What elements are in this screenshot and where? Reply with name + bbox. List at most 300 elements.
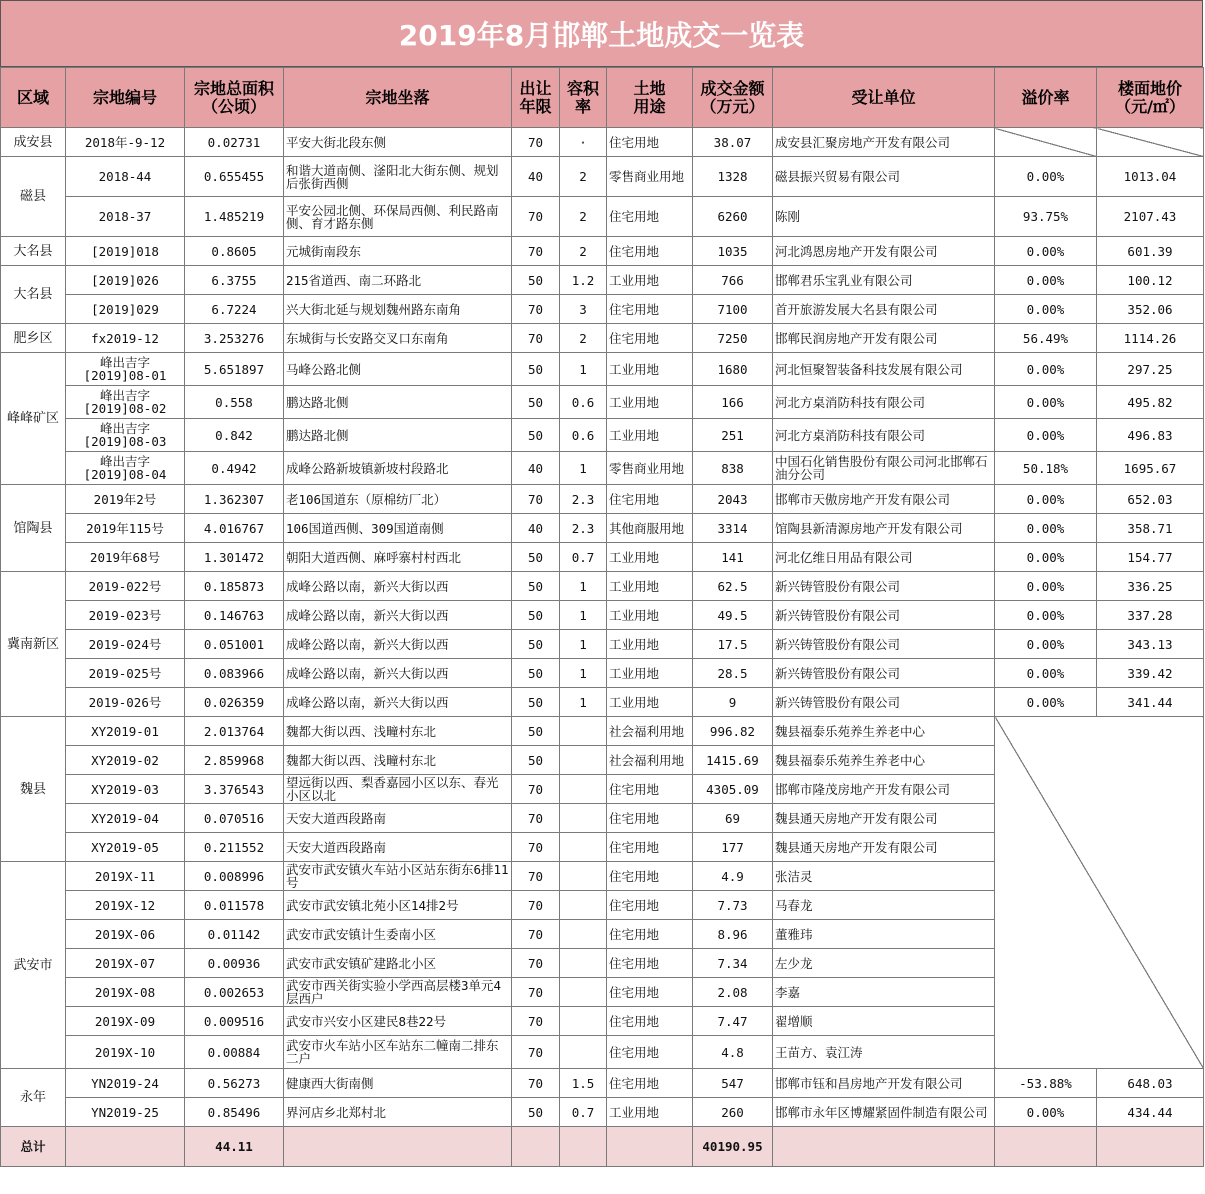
far-cell bbox=[560, 833, 607, 862]
total-empty bbox=[560, 1127, 607, 1167]
amount-cell: 2.08 bbox=[693, 978, 773, 1007]
amount-cell: 166 bbox=[693, 386, 773, 419]
far-cell: 3 bbox=[560, 295, 607, 324]
premium-cell: 0.00% bbox=[995, 601, 1097, 630]
area-cell: 0.8605 bbox=[185, 237, 284, 266]
buyer-cell: 邯郸市隆茂房地产开发有限公司 bbox=[773, 775, 995, 804]
parcel-id-cell: 2018-37 bbox=[66, 197, 185, 237]
premium-cell: 0.00% bbox=[995, 543, 1097, 572]
region-cell: 磁县 bbox=[1, 157, 66, 237]
far-cell: 2.3 bbox=[560, 485, 607, 514]
far-cell: 2 bbox=[560, 157, 607, 197]
floor-price-cell: 154.77 bbox=[1097, 543, 1204, 572]
table-row bbox=[1, 386, 1204, 419]
buyer-cell: 磁县振兴贸易有限公司 bbox=[773, 157, 995, 197]
amount-cell: 1328 bbox=[693, 157, 773, 197]
header-location: 宗地坐落 bbox=[284, 68, 512, 128]
term-cell: 50 bbox=[512, 419, 560, 452]
use-cell: 住宅用地 bbox=[607, 862, 693, 891]
parcel-id-cell: XY2019-02 bbox=[66, 746, 185, 775]
buyer-cell: 翟增顺 bbox=[773, 1007, 995, 1036]
floor-price-cell: 434.44 bbox=[1097, 1098, 1204, 1127]
location-cell: 天安大道西段路南 bbox=[284, 804, 512, 833]
far-cell: 1 bbox=[560, 572, 607, 601]
term-cell: 50 bbox=[512, 353, 560, 386]
term-cell: 70 bbox=[512, 920, 560, 949]
header-term: 出让 年限 bbox=[512, 68, 560, 128]
region-cell: 肥乡区 bbox=[1, 324, 66, 353]
buyer-cell: 魏县福泰乐苑养生养老中心 bbox=[773, 746, 995, 775]
term-cell: 50 bbox=[512, 1098, 560, 1127]
term-cell: 70 bbox=[512, 862, 560, 891]
premium-cell: 0.00% bbox=[995, 659, 1097, 688]
amount-cell: 9 bbox=[693, 688, 773, 717]
buyer-cell: 河北方桌消防科技有限公司 bbox=[773, 386, 995, 419]
table-row bbox=[1, 514, 1204, 543]
header-floor-price: 楼面地价 （元/㎡） bbox=[1097, 68, 1204, 128]
term-cell: 70 bbox=[512, 485, 560, 514]
term-cell: 50 bbox=[512, 543, 560, 572]
area-cell: 0.083966 bbox=[185, 659, 284, 688]
location-cell: 界河店乡北郑村北 bbox=[284, 1098, 512, 1127]
parcel-id-cell: 2019X-08 bbox=[66, 978, 185, 1007]
area-cell: 0.008996 bbox=[185, 862, 284, 891]
premium-cell bbox=[995, 128, 1097, 157]
buyer-cell: 河北恒聚智装备科技发展有限公司 bbox=[773, 353, 995, 386]
location-cell: 和谐大道南侧、滏阳北大街东侧、规划后张街西侧 bbox=[284, 157, 512, 197]
far-cell: 1 bbox=[560, 353, 607, 386]
header-premium: 溢价率 bbox=[995, 68, 1097, 128]
location-cell: 健康西大街南侧 bbox=[284, 1069, 512, 1098]
floor-price-cell: 358.71 bbox=[1097, 514, 1204, 543]
area-cell: 0.011578 bbox=[185, 891, 284, 920]
buyer-cell: 邯郸市永年区博耀紧固件制造有限公司 bbox=[773, 1098, 995, 1127]
floor-price-cell: 336.25 bbox=[1097, 572, 1204, 601]
far-cell: 1 bbox=[560, 630, 607, 659]
parcel-id-cell: 2019-026号 bbox=[66, 688, 185, 717]
floor-price-cell: 496.83 bbox=[1097, 419, 1204, 452]
location-cell: 成峰公路以南，新兴大街以西 bbox=[284, 630, 512, 659]
floor-price-cell: 343.13 bbox=[1097, 630, 1204, 659]
use-cell: 工业用地 bbox=[607, 353, 693, 386]
area-cell: 0.026359 bbox=[185, 688, 284, 717]
far-cell: 0.6 bbox=[560, 386, 607, 419]
far-cell: 2 bbox=[560, 324, 607, 353]
premium-empty-cell bbox=[995, 717, 1204, 1069]
table-row bbox=[1, 485, 1204, 514]
far-cell bbox=[560, 804, 607, 833]
location-cell: 朝阳大道西侧、麻呼寨村村西北 bbox=[284, 543, 512, 572]
header-area: 宗地总面积 （公顷） bbox=[185, 68, 284, 128]
term-cell: 70 bbox=[512, 1007, 560, 1036]
table-title: 2019年8月邯郸土地成交一览表 bbox=[0, 0, 1203, 67]
location-cell: 平安公园北侧、环保局西侧、利民路南侧、育才路东侧 bbox=[284, 197, 512, 237]
area-cell: 0.56273 bbox=[185, 1069, 284, 1098]
area-cell: 0.558 bbox=[185, 386, 284, 419]
use-cell: 工业用地 bbox=[607, 386, 693, 419]
far-cell bbox=[560, 920, 607, 949]
amount-cell: 28.5 bbox=[693, 659, 773, 688]
term-cell: 70 bbox=[512, 128, 560, 157]
term-cell: 70 bbox=[512, 949, 560, 978]
location-cell: 鹏达路北侧 bbox=[284, 386, 512, 419]
location-cell: 老106国道东（原棉纺厂北） bbox=[284, 485, 512, 514]
location-cell: 武安市武安镇火车站小区站东街东6排11号 bbox=[284, 862, 512, 891]
buyer-cell: 左少龙 bbox=[773, 949, 995, 978]
amount-cell: 3314 bbox=[693, 514, 773, 543]
premium-cell: 0.00% bbox=[995, 266, 1097, 295]
use-cell: 工业用地 bbox=[607, 659, 693, 688]
amount-cell: 177 bbox=[693, 833, 773, 862]
far-cell bbox=[560, 775, 607, 804]
region-cell: 大名县 bbox=[1, 237, 66, 266]
use-cell: 住宅用地 bbox=[607, 775, 693, 804]
premium-cell: 0.00% bbox=[995, 514, 1097, 543]
location-cell: 武安市兴安小区建民8巷22号 bbox=[284, 1007, 512, 1036]
floor-price-cell: 100.12 bbox=[1097, 266, 1204, 295]
buyer-cell: 陈刚 bbox=[773, 197, 995, 237]
far-cell bbox=[560, 949, 607, 978]
term-cell: 40 bbox=[512, 514, 560, 543]
total-empty bbox=[995, 1127, 1097, 1167]
floor-price-cell: 352.06 bbox=[1097, 295, 1204, 324]
premium-cell: 0.00% bbox=[995, 630, 1097, 659]
term-cell: 70 bbox=[512, 775, 560, 804]
parcel-id-cell: 峰出吉字[2019]08-02 bbox=[66, 386, 185, 419]
buyer-cell: 中国石化销售股份有限公司河北邯郸石油分公司 bbox=[773, 452, 995, 485]
area-cell: 2.013764 bbox=[185, 717, 284, 746]
floor-price-cell: 339.42 bbox=[1097, 659, 1204, 688]
header-region: 区域 bbox=[1, 68, 66, 128]
amount-cell: 141 bbox=[693, 543, 773, 572]
parcel-id-cell: [2019]029 bbox=[66, 295, 185, 324]
premium-cell: 0.00% bbox=[995, 688, 1097, 717]
amount-cell: 1415.69 bbox=[693, 746, 773, 775]
far-cell: 2.3 bbox=[560, 514, 607, 543]
total-area: 44.11 bbox=[185, 1127, 284, 1167]
area-cell: 3.376543 bbox=[185, 775, 284, 804]
use-cell: 工业用地 bbox=[607, 630, 693, 659]
use-cell: 住宅用地 bbox=[607, 804, 693, 833]
location-cell: 魏都大街以西、浅疃村东北 bbox=[284, 717, 512, 746]
buyer-cell: 魏县通天房地产开发有限公司 bbox=[773, 804, 995, 833]
use-cell: 社会福利用地 bbox=[607, 717, 693, 746]
buyer-cell: 新兴铸管股份有限公司 bbox=[773, 601, 995, 630]
region-cell: 冀南新区 bbox=[1, 572, 66, 717]
total-empty bbox=[66, 1127, 185, 1167]
use-cell: 住宅用地 bbox=[607, 324, 693, 353]
premium-cell: 0.00% bbox=[995, 295, 1097, 324]
amount-cell: 251 bbox=[693, 419, 773, 452]
buyer-cell: 首开旅游发展大名县有限公司 bbox=[773, 295, 995, 324]
use-cell: 住宅用地 bbox=[607, 920, 693, 949]
region-cell: 峰峰矿区 bbox=[1, 353, 66, 485]
parcel-id-cell: XY2019-01 bbox=[66, 717, 185, 746]
amount-cell: 62.5 bbox=[693, 572, 773, 601]
floor-price-cell: 337.28 bbox=[1097, 601, 1204, 630]
premium-cell: 50.18% bbox=[995, 452, 1097, 485]
far-cell bbox=[560, 891, 607, 920]
amount-cell: 766 bbox=[693, 266, 773, 295]
buyer-cell: 魏县福泰乐苑养生养老中心 bbox=[773, 717, 995, 746]
region-cell: 武安市 bbox=[1, 862, 66, 1069]
parcel-id-cell: 峰出吉字[2019]08-03 bbox=[66, 419, 185, 452]
location-cell: 武安市火车站小区车站东二幢南二排东二户 bbox=[284, 1036, 512, 1069]
use-cell: 住宅用地 bbox=[607, 295, 693, 324]
area-cell: 5.651897 bbox=[185, 353, 284, 386]
area-cell: 0.211552 bbox=[185, 833, 284, 862]
premium-cell: 0.00% bbox=[995, 353, 1097, 386]
use-cell: 住宅用地 bbox=[607, 237, 693, 266]
header-use: 土地 用途 bbox=[607, 68, 693, 128]
table-row bbox=[1, 295, 1204, 324]
buyer-cell: 新兴铸管股份有限公司 bbox=[773, 659, 995, 688]
far-cell: 1 bbox=[560, 659, 607, 688]
premium-cell: 0.00% bbox=[995, 572, 1097, 601]
parcel-id-cell: 2019X-07 bbox=[66, 949, 185, 978]
location-cell: 平安大街北段东侧 bbox=[284, 128, 512, 157]
term-cell: 70 bbox=[512, 324, 560, 353]
location-cell: 成峰公路以南，新兴大街以西 bbox=[284, 688, 512, 717]
far-cell: 0.7 bbox=[560, 543, 607, 572]
buyer-cell: 河北方桌消防科技有限公司 bbox=[773, 419, 995, 452]
parcel-id-cell: 2019-023号 bbox=[66, 601, 185, 630]
location-cell: 215省道西、南二环路北 bbox=[284, 266, 512, 295]
area-cell: 0.185873 bbox=[185, 572, 284, 601]
term-cell: 70 bbox=[512, 833, 560, 862]
amount-cell: 547 bbox=[693, 1069, 773, 1098]
buyer-cell: 魏县通天房地产开发有限公司 bbox=[773, 833, 995, 862]
term-cell: 70 bbox=[512, 237, 560, 266]
area-cell: 0.00936 bbox=[185, 949, 284, 978]
amount-cell: 4.9 bbox=[693, 862, 773, 891]
parcel-id-cell: 峰出吉字[2019]08-01 bbox=[66, 353, 185, 386]
header-buyer: 受让单位 bbox=[773, 68, 995, 128]
use-cell: 住宅用地 bbox=[607, 1069, 693, 1098]
area-cell: 0.00884 bbox=[185, 1036, 284, 1069]
buyer-cell: 李嘉 bbox=[773, 978, 995, 1007]
floor-price-cell: 601.39 bbox=[1097, 237, 1204, 266]
parcel-id-cell: 2019X-10 bbox=[66, 1036, 185, 1069]
location-cell: 武安市西关街实验小学西高层楼3单元4层西户 bbox=[284, 978, 512, 1007]
table-row bbox=[1, 419, 1204, 452]
buyer-cell: 邯郸市钰和昌房地产开发有限公司 bbox=[773, 1069, 995, 1098]
parcel-id-cell: 2018年-9-12 bbox=[66, 128, 185, 157]
location-cell: 106国道西侧、309国道南侧 bbox=[284, 514, 512, 543]
table-row bbox=[1, 630, 1204, 659]
land-deals-table bbox=[0, 67, 1204, 1167]
use-cell: 住宅用地 bbox=[607, 128, 693, 157]
total-row bbox=[1, 1127, 1204, 1167]
region-cell: 成安县 bbox=[1, 128, 66, 157]
total-label: 总计 bbox=[1, 1127, 66, 1167]
buyer-cell: 邯郸民润房地产开发有限公司 bbox=[773, 324, 995, 353]
buyer-cell: 邯郸市天傲房地产开发有限公司 bbox=[773, 485, 995, 514]
parcel-id-cell: 2019年2号 bbox=[66, 485, 185, 514]
table-row bbox=[1, 572, 1204, 601]
amount-cell: 49.5 bbox=[693, 601, 773, 630]
floor-price-cell: 2107.43 bbox=[1097, 197, 1204, 237]
term-cell: 70 bbox=[512, 295, 560, 324]
premium-cell: 0.00% bbox=[995, 485, 1097, 514]
location-cell: 魏都大街以西、浅疃村东北 bbox=[284, 746, 512, 775]
use-cell: 住宅用地 bbox=[607, 1007, 693, 1036]
area-cell: 4.016767 bbox=[185, 514, 284, 543]
total-amount: 40190.95 bbox=[693, 1127, 773, 1167]
use-cell: 工业用地 bbox=[607, 601, 693, 630]
far-cell bbox=[560, 1007, 607, 1036]
buyer-cell: 新兴铸管股份有限公司 bbox=[773, 572, 995, 601]
location-cell: 望远街以西、梨香嘉园小区以东、春光小区以北 bbox=[284, 775, 512, 804]
parcel-id-cell: XY2019-04 bbox=[66, 804, 185, 833]
location-cell: 武安市武安镇北苑小区14排2号 bbox=[284, 891, 512, 920]
table-row bbox=[1, 197, 1204, 237]
location-cell: 成峰公路以南，新兴大街以西 bbox=[284, 572, 512, 601]
area-cell: 3.253276 bbox=[185, 324, 284, 353]
term-cell: 50 bbox=[512, 746, 560, 775]
parcel-id-cell: 2019X-12 bbox=[66, 891, 185, 920]
term-cell: 40 bbox=[512, 157, 560, 197]
premium-cell: 0.00% bbox=[995, 386, 1097, 419]
floor-price-cell: 341.44 bbox=[1097, 688, 1204, 717]
area-cell: 0.01142 bbox=[185, 920, 284, 949]
location-cell: 兴大街北延与规划魏州路东南角 bbox=[284, 295, 512, 324]
region-cell: 馆陶县 bbox=[1, 485, 66, 572]
location-cell: 成峰公路以南，新兴大街以西 bbox=[284, 601, 512, 630]
total-empty bbox=[607, 1127, 693, 1167]
amount-cell: 7.73 bbox=[693, 891, 773, 920]
term-cell: 70 bbox=[512, 804, 560, 833]
amount-cell: 1680 bbox=[693, 353, 773, 386]
header-row bbox=[1, 68, 1204, 128]
area-cell: 0.02731 bbox=[185, 128, 284, 157]
parcel-id-cell: 峰出吉字[2019]08-04 bbox=[66, 452, 185, 485]
use-cell: 住宅用地 bbox=[607, 485, 693, 514]
table-row bbox=[1, 1069, 1204, 1098]
table-row bbox=[1, 266, 1204, 295]
location-cell: 元城街南段东 bbox=[284, 237, 512, 266]
amount-cell: 1035 bbox=[693, 237, 773, 266]
far-cell: 1 bbox=[560, 688, 607, 717]
area-cell: 0.009516 bbox=[185, 1007, 284, 1036]
far-cell: 0.7 bbox=[560, 1098, 607, 1127]
table-row bbox=[1, 157, 1204, 197]
area-cell: 0.051001 bbox=[185, 630, 284, 659]
buyer-cell: 新兴铸管股份有限公司 bbox=[773, 688, 995, 717]
amount-cell: 17.5 bbox=[693, 630, 773, 659]
far-cell bbox=[560, 746, 607, 775]
buyer-cell: 河北鸿恩房地产开发有限公司 bbox=[773, 237, 995, 266]
amount-cell: 38.07 bbox=[693, 128, 773, 157]
parcel-id-cell: XY2019-03 bbox=[66, 775, 185, 804]
far-cell bbox=[560, 862, 607, 891]
table-row bbox=[1, 659, 1204, 688]
premium-cell: 0.00% bbox=[995, 237, 1097, 266]
floor-price-cell: 1695.67 bbox=[1097, 452, 1204, 485]
far-cell: 1 bbox=[560, 601, 607, 630]
table-row bbox=[1, 543, 1204, 572]
header-amount: 成交金额 （万元） bbox=[693, 68, 773, 128]
use-cell: 工业用地 bbox=[607, 1098, 693, 1127]
parcel-id-cell: 2019X-06 bbox=[66, 920, 185, 949]
term-cell: 50 bbox=[512, 386, 560, 419]
far-cell: 0.6 bbox=[560, 419, 607, 452]
area-cell: 0.002653 bbox=[185, 978, 284, 1007]
table-row bbox=[1, 237, 1204, 266]
buyer-cell: 张洁灵 bbox=[773, 862, 995, 891]
location-cell: 鹏达路北侧 bbox=[284, 419, 512, 452]
location-cell: 马峰公路北侧 bbox=[284, 353, 512, 386]
use-cell: 其他商服用地 bbox=[607, 514, 693, 543]
term-cell: 50 bbox=[512, 572, 560, 601]
parcel-id-cell: fx2019-12 bbox=[66, 324, 185, 353]
parcel-id-cell: 2019X-11 bbox=[66, 862, 185, 891]
premium-cell: 93.75% bbox=[995, 197, 1097, 237]
far-cell: 1.2 bbox=[560, 266, 607, 295]
location-cell: 武安市武安镇计生委南小区 bbox=[284, 920, 512, 949]
term-cell: 70 bbox=[512, 1036, 560, 1069]
parcel-id-cell: 2019-024号 bbox=[66, 630, 185, 659]
floor-price-cell: 297.25 bbox=[1097, 353, 1204, 386]
use-cell: 住宅用地 bbox=[607, 197, 693, 237]
term-cell: 70 bbox=[512, 197, 560, 237]
premium-cell: 56.49% bbox=[995, 324, 1097, 353]
use-cell: 住宅用地 bbox=[607, 833, 693, 862]
location-cell: 武安市武安镇矿建路北小区 bbox=[284, 949, 512, 978]
table-row bbox=[1, 601, 1204, 630]
use-cell: 社会福利用地 bbox=[607, 746, 693, 775]
total-empty bbox=[512, 1127, 560, 1167]
parcel-id-cell: 2019-025号 bbox=[66, 659, 185, 688]
buyer-cell: 邯郸君乐宝乳业有限公司 bbox=[773, 266, 995, 295]
buyer-cell: 成安县汇聚房地产开发有限公司 bbox=[773, 128, 995, 157]
table-row bbox=[1, 353, 1204, 386]
buyer-cell: 董雅玮 bbox=[773, 920, 995, 949]
area-cell: 0.842 bbox=[185, 419, 284, 452]
use-cell: 住宅用地 bbox=[607, 978, 693, 1007]
amount-cell: 838 bbox=[693, 452, 773, 485]
far-cell bbox=[560, 978, 607, 1007]
parcel-id-cell: XY2019-05 bbox=[66, 833, 185, 862]
table-row bbox=[1, 128, 1204, 157]
amount-cell: 7.47 bbox=[693, 1007, 773, 1036]
parcel-id-cell: 2018-44 bbox=[66, 157, 185, 197]
table-row bbox=[1, 1098, 1204, 1127]
buyer-cell: 新兴铸管股份有限公司 bbox=[773, 630, 995, 659]
floor-price-cell bbox=[1097, 128, 1204, 157]
far-cell bbox=[560, 1036, 607, 1069]
far-cell: · bbox=[560, 128, 607, 157]
parcel-id-cell: [2019]018 bbox=[66, 237, 185, 266]
area-cell: 2.859968 bbox=[185, 746, 284, 775]
parcel-id-cell: 2019X-09 bbox=[66, 1007, 185, 1036]
amount-cell: 996.82 bbox=[693, 717, 773, 746]
amount-cell: 6260 bbox=[693, 197, 773, 237]
table-row bbox=[1, 717, 1204, 746]
table-row bbox=[1, 688, 1204, 717]
term-cell: 50 bbox=[512, 717, 560, 746]
premium-cell: 0.00% bbox=[995, 419, 1097, 452]
parcel-id-cell: [2019]026 bbox=[66, 266, 185, 295]
buyer-cell: 河北亿维日用品有限公司 bbox=[773, 543, 995, 572]
use-cell: 工业用地 bbox=[607, 688, 693, 717]
far-cell: 1.5 bbox=[560, 1069, 607, 1098]
amount-cell: 7100 bbox=[693, 295, 773, 324]
far-cell: 2 bbox=[560, 197, 607, 237]
term-cell: 70 bbox=[512, 978, 560, 1007]
far-cell bbox=[560, 717, 607, 746]
amount-cell: 7250 bbox=[693, 324, 773, 353]
